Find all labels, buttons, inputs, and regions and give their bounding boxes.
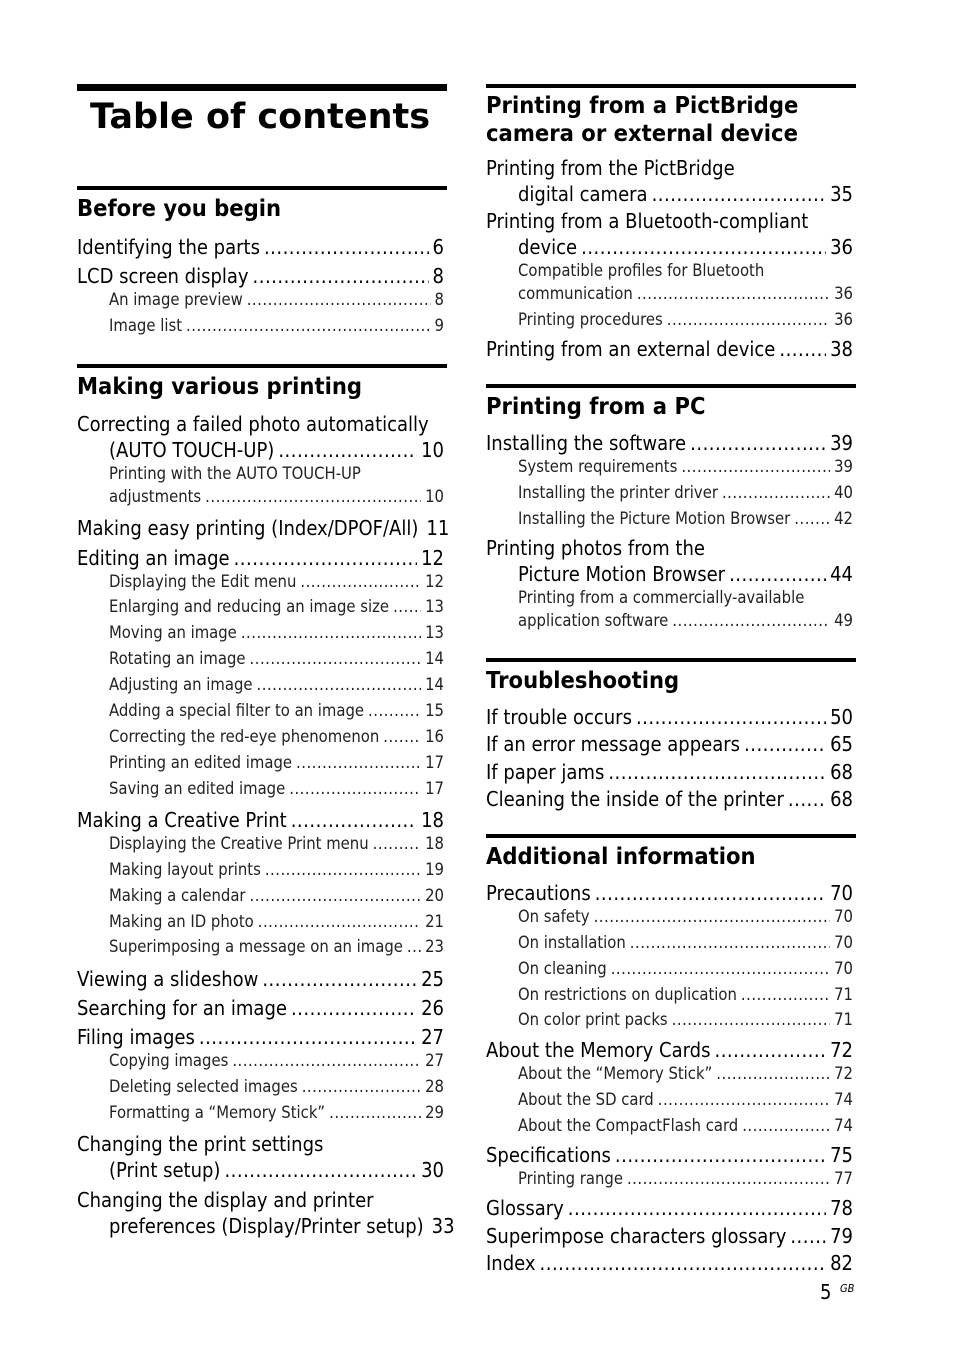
entry-title: Installing the software [486, 431, 687, 455]
entry-page: 39 [834, 457, 853, 476]
entry-page: 20 [425, 886, 444, 905]
toc-entry[interactable] [77, 969, 444, 989]
leader-dots [658, 1092, 830, 1109]
entry-title: Printing procedures [518, 310, 663, 329]
entry-page: 25 [421, 967, 444, 991]
toc-entry[interactable] [77, 266, 444, 286]
entry-page: 70 [834, 907, 853, 926]
toc-entry-line[interactable]: Printing photos from the [486, 536, 705, 560]
toc-subentry[interactable] [518, 909, 853, 926]
leader-dots [788, 789, 826, 809]
entry-title: (AUTO TOUCH-UP) [109, 438, 275, 462]
entry-title: On cleaning [518, 959, 607, 978]
entry-title: On color print packs [518, 1010, 668, 1029]
leader-dots [250, 651, 422, 668]
entry-title: Superimpose characters glossary [486, 1224, 787, 1248]
toc-entry[interactable] [486, 1040, 853, 1060]
toc-subentry[interactable] [518, 312, 853, 329]
page-number: 5 [820, 1280, 832, 1304]
toc-subentry[interactable] [109, 1079, 444, 1096]
leader-dots [630, 935, 830, 952]
entry-page: 71 [834, 1010, 853, 1029]
entry-page: 68 [830, 760, 853, 784]
toc-subentry[interactable] [109, 599, 444, 616]
entry-page: 78 [830, 1196, 853, 1220]
leader-dots [741, 987, 830, 1004]
entry-title: Cleaning the inside of the printer [486, 787, 784, 811]
leader-dots [383, 729, 421, 746]
leader-dots [302, 1079, 421, 1096]
toc-subentry[interactable] [109, 836, 444, 853]
entry-title: On safety [518, 907, 590, 926]
entry-page: 38 [830, 337, 853, 361]
entry-page: 15 [425, 701, 444, 720]
toc-subentry-line[interactable]: Printing from a commercially-available [518, 588, 805, 607]
entry-page: 35 [830, 182, 853, 206]
entry-page: 29 [425, 1103, 444, 1122]
leader-dots [611, 961, 830, 978]
title-rule [77, 84, 447, 91]
entry-title: Specifications [486, 1143, 611, 1167]
entry-page: 71 [834, 985, 853, 1004]
entry-title: LCD screen display [77, 264, 249, 288]
entry-page: 30 [421, 1158, 444, 1182]
entry-page: 77 [834, 1169, 853, 1188]
leader-dots [329, 1105, 421, 1122]
toc-entry[interactable] [486, 1253, 853, 1273]
section-rule [486, 384, 856, 388]
entry-title: Saving an edited image [109, 779, 286, 798]
toc-entry-line[interactable]: Changing the display and printer [77, 1188, 374, 1212]
leader-dots [250, 888, 422, 905]
entry-title: Displaying the Edit menu [109, 572, 297, 591]
leader-dots [568, 1198, 826, 1218]
leader-dots [744, 734, 826, 754]
entry-title: If an error message appears [486, 732, 741, 756]
entry-page: 36 [834, 284, 853, 303]
entry-page: 40 [834, 483, 853, 502]
leader-dots [241, 625, 421, 642]
toc-subentry[interactable] [109, 489, 444, 506]
toc-subentry[interactable] [109, 914, 444, 931]
entry-page: 11 [426, 516, 450, 540]
entry-title: If paper jams [486, 760, 605, 784]
entry-page: 39 [830, 431, 853, 455]
leader-dots [253, 266, 429, 286]
entry-page: 13 [425, 623, 444, 642]
entry-page: 74 [834, 1090, 853, 1109]
entry-title: If trouble occurs [486, 705, 632, 729]
entry-title: Identifying the parts [77, 235, 260, 259]
leader-dots [205, 489, 421, 506]
entry-title: Glossary [486, 1196, 564, 1220]
section-title-line: Printing from a PictBridge [486, 93, 799, 119]
entry-title: Superimposing a message on an image [109, 937, 403, 956]
entry-title: Correcting the red-eye phenomenon [109, 727, 380, 746]
entry-title: Index [486, 1251, 536, 1275]
leader-dots [794, 511, 830, 528]
entry-title: communication [518, 284, 633, 303]
entry-title: Editing an image [77, 546, 230, 570]
leader-dots [296, 755, 421, 772]
entry-title: Precautions [486, 881, 591, 905]
entry-title: digital camera [518, 182, 648, 206]
toc-subentry[interactable] [109, 1105, 444, 1122]
toc-entry[interactable] [486, 339, 853, 359]
toc-subentry[interactable] [109, 703, 444, 720]
toc-subentry-line[interactable]: Compatible profiles for Bluetooth [518, 261, 765, 280]
leader-dots [224, 1160, 417, 1180]
section-rule [486, 658, 856, 662]
leader-dots [300, 574, 421, 591]
entry-page: 10 [425, 487, 444, 506]
entry-page: 6 [432, 235, 444, 259]
leader-dots [722, 485, 830, 502]
toc-subentry[interactable] [518, 286, 853, 303]
entry-title: On installation [518, 933, 626, 952]
leader-dots [368, 703, 421, 720]
toc-entry[interactable] [109, 440, 444, 460]
toc-subentry[interactable] [518, 511, 853, 528]
leader-dots [373, 836, 421, 853]
entry-page: 70 [830, 881, 853, 905]
entry-title: Printing from an external device [486, 337, 776, 361]
toc-entry[interactable] [486, 707, 853, 727]
toc-subentry[interactable] [109, 781, 444, 798]
leader-dots [264, 237, 429, 257]
entry-page: 23 [425, 937, 444, 956]
entry-page: 9 [434, 316, 444, 335]
entry-page: 74 [834, 1116, 853, 1135]
entry-title: Making a Creative Print [77, 808, 287, 832]
leader-dots [262, 969, 417, 989]
leader-dots [627, 1171, 830, 1188]
toc-subentry[interactable] [109, 677, 444, 694]
entry-page: 65 [830, 732, 853, 756]
leader-dots [581, 237, 826, 257]
leader-dots [247, 292, 431, 309]
entry-title: Adding a special filter to an image [109, 701, 365, 720]
toc-subentry[interactable] [518, 1092, 853, 1109]
entry-page: 82 [830, 1251, 853, 1275]
entry-page: 79 [830, 1224, 853, 1248]
section-title-making-various-printing: Making various printing [77, 374, 363, 400]
entry-page: 36 [830, 235, 853, 259]
entry-title: Installing the Picture Motion Browser [518, 509, 791, 528]
toc-entry-line[interactable]: Correcting a failed photo automatically [77, 412, 429, 436]
entry-page: 70 [834, 959, 853, 978]
section-title-line: camera or external device [486, 121, 798, 147]
toc-entry[interactable] [77, 237, 444, 257]
leader-dots [672, 613, 830, 630]
section-rule [77, 364, 447, 368]
entry-page: 70 [834, 933, 853, 952]
entry-title: Making layout prints [109, 860, 261, 879]
entry-page: 12 [425, 572, 444, 591]
leader-dots [232, 1053, 421, 1070]
toc-subentry[interactable] [518, 961, 853, 978]
entry-page: 8 [434, 290, 444, 309]
leader-dots [265, 862, 421, 879]
entry-page: 44 [830, 562, 853, 586]
toc-subentry[interactable] [109, 939, 444, 956]
toc-subentry[interactable] [109, 318, 444, 335]
leader-dots [540, 1253, 827, 1273]
entry-title: On restrictions on duplication [518, 985, 737, 1004]
toc-entry[interactable] [486, 734, 853, 754]
entry-page: 27 [425, 1051, 444, 1070]
entry-title: Filing images [77, 1025, 195, 1049]
entry-page: 68 [830, 787, 853, 811]
toc-subentry[interactable] [518, 613, 853, 630]
leader-dots [234, 548, 418, 568]
entry-title: Moving an image [109, 623, 237, 642]
entry-title: Deleting selected images [109, 1077, 298, 1096]
section-title-printing-from-pc: Printing from a PC [486, 394, 706, 420]
entry-page: 19 [425, 860, 444, 879]
toc-entry[interactable] [486, 883, 853, 903]
leader-dots [595, 883, 826, 903]
entry-page: 36 [834, 310, 853, 329]
entry-title: Image list [109, 316, 183, 335]
leader-dots [615, 1145, 826, 1165]
leader-dots [258, 914, 421, 931]
leader-dots [681, 459, 830, 476]
entry-page: 27 [421, 1025, 444, 1049]
toc-entry[interactable] [109, 1160, 444, 1180]
leader-dots [790, 1226, 826, 1246]
entry-page: 17 [425, 779, 444, 798]
toc-entry-line[interactable]: Printing from a Bluetooth-compliant [486, 209, 809, 233]
entry-page: 72 [830, 1038, 853, 1062]
entry-page: 8 [432, 264, 444, 288]
entry-title: Making an ID photo [109, 912, 254, 931]
toc-entry[interactable] [486, 789, 853, 809]
entry-title: About the CompactFlash card [518, 1116, 739, 1135]
toc-entry[interactable] [518, 184, 853, 204]
toc-subentry[interactable] [518, 485, 853, 502]
toc-entry[interactable] [486, 433, 853, 453]
entry-title: Adjusting an image [109, 675, 253, 694]
toc-subentry[interactable] [518, 1066, 853, 1083]
leader-dots [291, 810, 417, 830]
leader-dots [667, 312, 830, 329]
leader-dots [652, 184, 827, 204]
entry-page: 75 [830, 1143, 853, 1167]
toc-subentry[interactable] [518, 935, 853, 952]
entry-title: About the SD card [518, 1090, 654, 1109]
toc-subentry[interactable] [518, 987, 853, 1004]
section-title-pictbridge [486, 92, 798, 148]
entry-title: Copying images [109, 1051, 229, 1070]
toc-entry-line[interactable]: Printing from the PictBridge [486, 156, 735, 180]
section-title-troubleshooting: Troubleshooting [486, 668, 680, 694]
toc-entry[interactable] [486, 1145, 853, 1165]
leader-dots [257, 677, 422, 694]
toc-entry[interactable] [486, 1226, 853, 1246]
toc-subentry[interactable] [109, 1053, 444, 1070]
toc-entry[interactable] [77, 998, 444, 1018]
entry-title: An image preview [109, 290, 243, 309]
entry-page: 72 [834, 1064, 853, 1083]
toc-subentry[interactable] [109, 292, 444, 309]
leader-dots [742, 1118, 830, 1135]
toc-subentry[interactable] [109, 755, 444, 772]
leader-dots [291, 998, 417, 1018]
leader-dots [608, 762, 826, 782]
leader-dots [714, 1040, 826, 1060]
entry-title: About the “Memory Stick” [518, 1064, 713, 1083]
toc-subentry[interactable] [518, 459, 853, 476]
entry-page: 18 [425, 834, 444, 853]
leader-dots [289, 781, 421, 798]
toc-entry-line[interactable]: Changing the print settings [77, 1132, 324, 1156]
entry-title: Rotating an image [109, 649, 246, 668]
entry-page: 26 [421, 996, 444, 1020]
toc-subentry[interactable] [109, 625, 444, 642]
entry-page: 12 [421, 546, 444, 570]
toc-subentry[interactable] [518, 1012, 853, 1029]
page-title: Table of contents [90, 97, 431, 137]
entry-page: 13 [425, 597, 444, 616]
toc-subentry[interactable] [109, 651, 444, 668]
toc-subentry[interactable] [109, 862, 444, 879]
leader-dots [672, 1012, 830, 1029]
entry-page: 14 [425, 649, 444, 668]
leader-dots [278, 440, 417, 460]
leader-dots [594, 909, 831, 926]
leader-dots [393, 599, 421, 616]
section-rule [486, 834, 856, 838]
entry-title: Searching for an image [77, 996, 287, 1020]
section-title-additional-information: Additional information [486, 844, 756, 870]
entry-title: Printing an edited image [109, 753, 293, 772]
toc-entry[interactable] [77, 1027, 444, 1047]
leader-dots [186, 318, 431, 335]
toc-entry[interactable] [486, 762, 853, 782]
leader-dots [636, 707, 826, 727]
entry-page: 21 [425, 912, 444, 931]
toc-subentry[interactable] [109, 729, 444, 746]
entry-title: application software [518, 611, 669, 630]
leader-dots [407, 939, 421, 956]
entry-page: 18 [421, 808, 444, 832]
leader-dots [716, 1066, 830, 1083]
entry-page: 49 [834, 611, 853, 630]
toc-entry[interactable] [77, 516, 450, 540]
section-rule [77, 186, 447, 190]
entry-page: 33 [431, 1214, 455, 1238]
leader-dots [199, 1027, 417, 1047]
leader-dots [779, 339, 826, 359]
entry-title: Installing the printer driver [518, 483, 718, 502]
entry-title: adjustments [109, 487, 202, 506]
entry-page: 10 [421, 438, 444, 462]
leader-dots [690, 433, 826, 453]
entry-title: Printing range [518, 1169, 623, 1188]
entry-page: 17 [425, 753, 444, 772]
leader-dots [637, 286, 830, 303]
entry-title: Viewing a slideshow [77, 967, 259, 991]
toc-entry[interactable] [518, 237, 853, 257]
leader-dots [729, 564, 826, 584]
toc-entry[interactable] [77, 548, 444, 568]
toc-entry[interactable] [518, 564, 853, 584]
entry-title: Making easy printing (Index/DPOF/All) [77, 516, 419, 540]
entry-title: (Print setup) [109, 1158, 221, 1182]
entry-title: Making a calendar [109, 886, 246, 905]
toc-entry[interactable] [109, 1214, 455, 1238]
entry-title: Displaying the Creative Print menu [109, 834, 369, 853]
entry-title: device [518, 235, 578, 259]
toc-subentry-line[interactable]: Printing with the AUTO TOUCH-UP [109, 464, 361, 483]
entry-page: 16 [425, 727, 444, 746]
entry-title: About the Memory Cards [486, 1038, 711, 1062]
entry-page: 14 [425, 675, 444, 694]
toc-entry[interactable] [77, 810, 444, 830]
entry-title: preferences (Display/Printer setup) [109, 1214, 424, 1238]
entry-page: 42 [834, 509, 853, 528]
section-title-before-you-begin: Before you begin [77, 196, 282, 222]
language-code: GB [840, 1282, 855, 1295]
entry-title: System requirements [518, 457, 678, 476]
entry-page: 28 [425, 1077, 444, 1096]
section-rule [486, 84, 856, 88]
toc-entry[interactable] [486, 1198, 853, 1218]
entry-title: Picture Motion Browser [518, 562, 726, 586]
toc-subentry[interactable] [518, 1171, 853, 1188]
entry-title: Formatting a “Memory Stick” [109, 1103, 326, 1122]
toc-subentry[interactable] [518, 1118, 853, 1135]
toc-subentry[interactable] [109, 888, 444, 905]
toc-subentry[interactable] [109, 574, 444, 591]
entry-title: Enlarging and reducing an image size [109, 597, 390, 616]
entry-page: 50 [830, 705, 853, 729]
